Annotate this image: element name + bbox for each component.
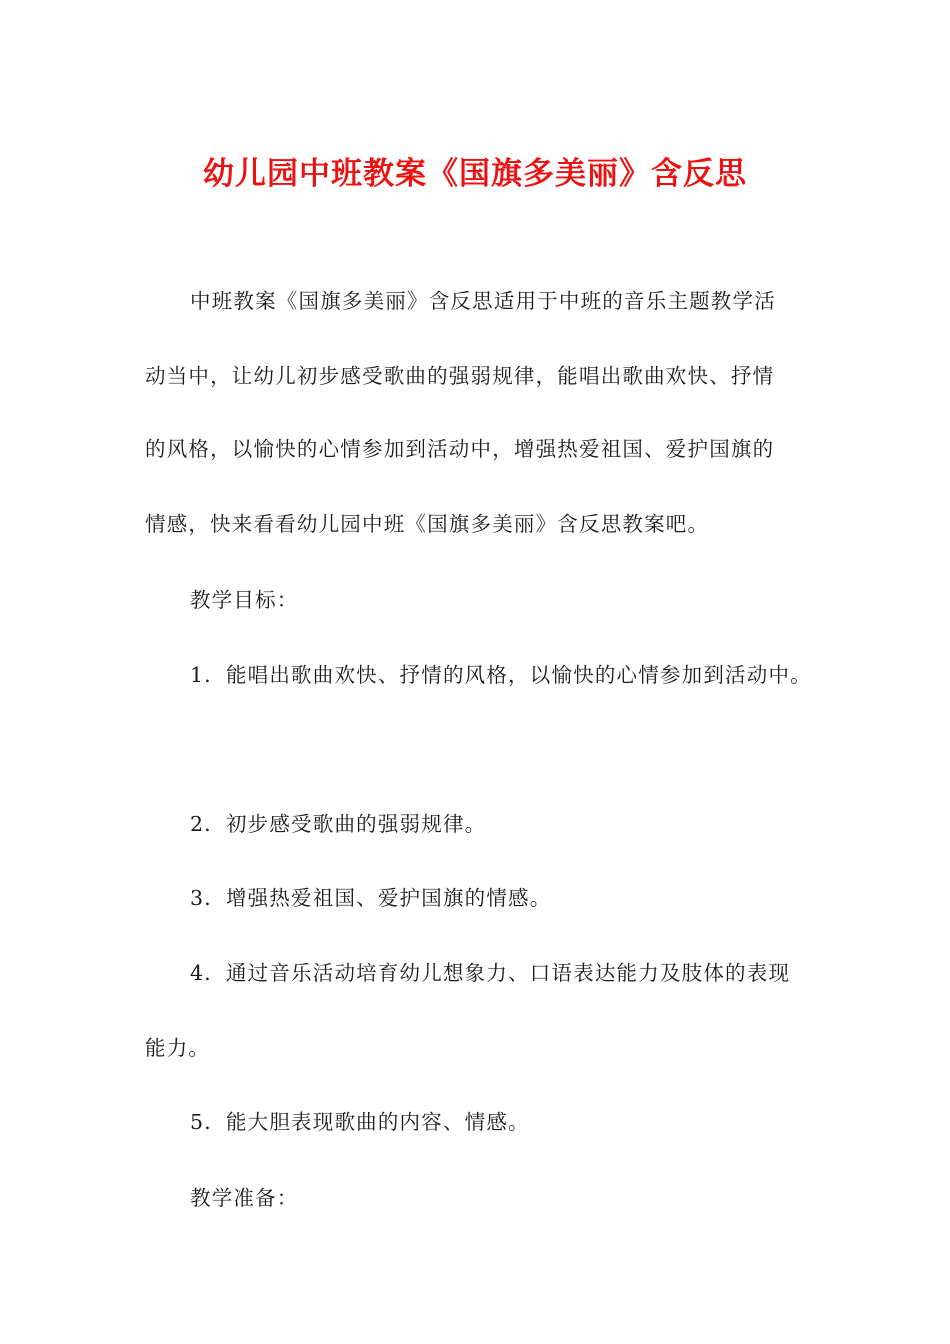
intro-line-3: 的风格，以愉快的心情参加到活动中，增强热爱祖国、爱护国旗的 [145, 437, 775, 461]
goal-item-3: 3．增强热爱祖国、爱护国旗的情感。 [190, 886, 552, 910]
goal-item-2: 2．初步感受歌曲的强弱规律。 [190, 812, 487, 836]
intro-line-1: 中班教案《国旗多美丽》含反思适用于中班的音乐主题教学活 [190, 289, 776, 313]
prep-heading: 教学准备： [190, 1186, 299, 1210]
document-title: 幼儿园中班教案《国旗多美丽》含反思 [203, 156, 747, 192]
goal-item-4: 4．通过音乐活动培育幼儿想象力、口语表达能力及肢体的表现 [190, 961, 791, 985]
goal-item-5: 5．能大胆表现歌曲的内容、情感。 [190, 1110, 530, 1134]
goal-item-1: 1．能唱出歌曲欢快、抒情的风格，以愉快的心情参加到活动中。 [190, 663, 812, 687]
intro-line-2: 动当中，让幼儿初步感受歌曲的强弱规律，能唱出歌曲欢快、抒情 [145, 364, 775, 388]
goal-item-4-continued: 能力。 [145, 1036, 211, 1060]
intro-line-4: 情感，快来看看幼儿园中班《国旗多美丽》含反思教案吧。 [145, 512, 710, 536]
goals-heading: 教学目标： [190, 588, 299, 612]
